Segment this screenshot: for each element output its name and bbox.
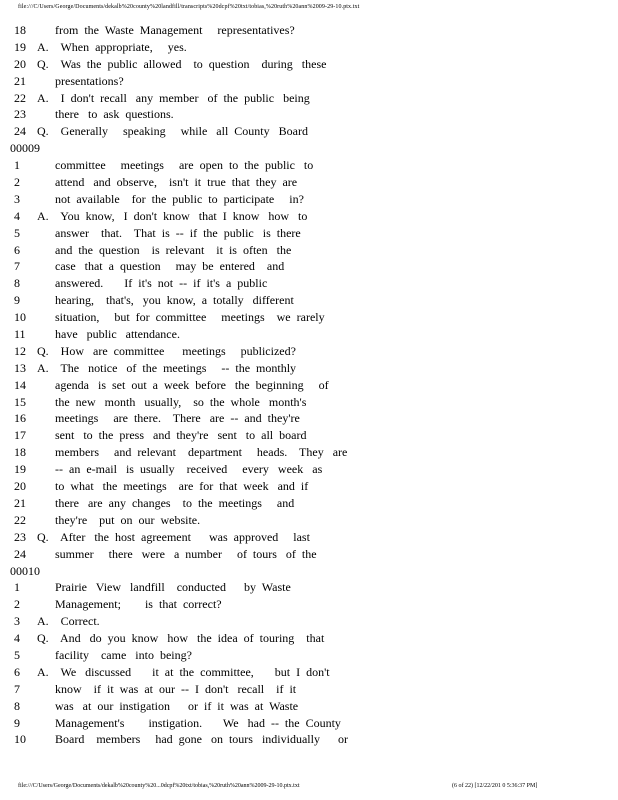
- transcript-line: [0, 326, 618, 343]
- line-number: 18: [14, 23, 26, 37]
- line-number: 10: [14, 732, 26, 747]
- transcript-line: [0, 22, 618, 39]
- transcript-line: [0, 478, 618, 495]
- line-number: 21: [14, 73, 26, 88]
- transcript-line: [0, 664, 618, 681]
- line-number: 5: [14, 225, 20, 240]
- line-text: sent to the press and they're sent to all board: [55, 428, 307, 443]
- transcript-line: [0, 73, 618, 90]
- line-text: A. When appropriate, yes.: [37, 39, 187, 54]
- transcript-line: [0, 258, 618, 275]
- line-number: 5: [14, 647, 20, 662]
- line-number: 8: [14, 698, 20, 713]
- line-text: answered. If it's not -- if it's a public: [55, 276, 268, 291]
- line-number: 22: [14, 90, 26, 105]
- file-path-footer: file:///C/Users/George/Documents/dekalb%20county%20...0dcpf%20txt/tobias,%20ruth%20ann%2009-29-10.ptx.txt: [18, 783, 300, 789]
- line-text: A. Correct.: [37, 614, 100, 629]
- line-text: know if it was at our -- I don't recall if it: [55, 681, 297, 696]
- line-number: 7: [14, 259, 20, 274]
- line-number: 14: [14, 377, 26, 392]
- line-text: they're put on our website.: [55, 512, 201, 527]
- transcript-line: [0, 427, 618, 444]
- transcript-line: [0, 596, 618, 613]
- transcript-line: [0, 681, 618, 698]
- line-number: 23: [14, 107, 26, 122]
- line-text: facility came into being?: [55, 647, 192, 662]
- line-text: Q. After the host agreement was approved last: [37, 529, 310, 544]
- line-number: 20: [14, 479, 26, 494]
- page-marker: 00009: [10, 141, 40, 156]
- line-number: 3: [14, 614, 20, 629]
- line-text: members and relevant department heads. They are: [55, 445, 348, 460]
- page-marker: 00010: [10, 563, 40, 578]
- transcript-line: [0, 394, 618, 411]
- line-text: Management's instigation. We had -- the County: [55, 715, 341, 730]
- transcript-line: [0, 174, 618, 191]
- line-number: 2: [14, 175, 20, 190]
- line-number: 21: [14, 495, 26, 510]
- transcript-line: [0, 309, 618, 326]
- line-text: have public attendance.: [55, 327, 180, 342]
- line-text: Q. Was the public allowed to question during these: [37, 56, 327, 71]
- line-number: 7: [14, 681, 20, 696]
- line-text: the new month usually, so the whole month's: [55, 394, 307, 409]
- line-number: 6: [14, 664, 20, 679]
- line-text: Q. Generally speaking while all County Board: [37, 124, 308, 139]
- transcript-body: [0, 22, 618, 748]
- line-text: committee meetings are open to the public to: [55, 158, 314, 173]
- line-number: 9: [14, 715, 20, 730]
- line-number: 2: [14, 597, 20, 612]
- transcript-line: [0, 715, 618, 732]
- transcript-line: [0, 292, 618, 309]
- line-text: meetings are there. There are -- and they're: [55, 411, 300, 426]
- line-text: there are any changes to the meetings and: [55, 495, 295, 510]
- line-number: 15: [14, 394, 26, 409]
- line-number: 9: [14, 293, 20, 308]
- transcript-line: [0, 123, 618, 140]
- line-text: answer that. That is -- if the public is there: [55, 225, 301, 240]
- line-number: 4: [14, 631, 20, 646]
- line-number: 16: [14, 411, 26, 426]
- line-number: 24: [14, 546, 26, 561]
- page-marker-line: [0, 563, 618, 580]
- transcript-line: [0, 698, 618, 715]
- line-text: attend and observe, isn't it true that they are: [55, 175, 298, 190]
- line-number: 6: [14, 242, 20, 257]
- line-text: Board members had gone on tours individually or: [55, 732, 348, 747]
- transcript-line: [0, 106, 618, 123]
- transcript-line: [0, 377, 618, 394]
- line-text: A. We discussed it at the committee, but I don't: [37, 664, 330, 679]
- transcript-line: [0, 630, 618, 647]
- line-text: and the question is relevant it is often the: [55, 242, 292, 257]
- page-marker-line: [0, 140, 618, 157]
- line-text: from the Waste Management representatives?: [55, 23, 295, 37]
- line-text: was at our instigation or if it was at Waste: [55, 698, 299, 713]
- line-number: 8: [14, 276, 20, 291]
- transcript-line: [0, 731, 618, 748]
- transcript-line: [0, 647, 618, 664]
- file-path-header: file:///C/Users/George/Documents/dekalb%20county%20landfill/transcripts%20dcpf%20txt/tobias,%20ruth%20ann%2009-29-10.ptx.txt: [18, 4, 360, 10]
- line-number: 19: [14, 39, 26, 54]
- transcript-line: [0, 225, 618, 242]
- line-number: 12: [14, 343, 26, 358]
- transcript-line: [0, 461, 618, 478]
- line-text: -- an e-mail is usually received every week as: [55, 462, 323, 477]
- line-text: hearing, that's, you know, a totally different: [55, 293, 294, 308]
- line-text: A. I don't recall any member of the public being: [37, 90, 310, 105]
- line-number: 18: [14, 445, 26, 460]
- transcript-line: [0, 157, 618, 174]
- transcript-line: [0, 360, 618, 377]
- line-text: Management; is that correct?: [55, 597, 222, 612]
- transcript-line: [0, 275, 618, 292]
- line-text: A. You know, I don't know that I know how to: [37, 208, 308, 223]
- transcript-line: [0, 410, 618, 427]
- line-number: 1: [14, 158, 20, 173]
- page-info-footer: (6 of 22) [12/22/201 0 5:36:37 PM]: [452, 783, 538, 789]
- transcript-line: [0, 191, 618, 208]
- transcript-line: [0, 579, 618, 596]
- line-text: Prairie View landfill conducted by Waste: [55, 580, 291, 595]
- line-text: case that a question may be entered and: [55, 259, 285, 274]
- line-number: 11: [14, 327, 26, 342]
- transcript-line: [0, 613, 618, 630]
- line-number: 17: [14, 428, 26, 443]
- line-number: 20: [14, 56, 26, 71]
- transcript-line: [0, 529, 618, 546]
- line-number: 19: [14, 462, 26, 477]
- line-text: agenda is set out a week before the beginning of: [55, 377, 329, 392]
- transcript-line: [0, 242, 618, 259]
- line-text: presentations?: [55, 73, 124, 88]
- line-number: 1: [14, 580, 20, 595]
- line-text: Q. How are committee meetings publicized?: [37, 343, 296, 358]
- line-number: 13: [14, 360, 26, 375]
- line-text: to what the meetings are for that week and if: [55, 479, 309, 494]
- line-number: 22: [14, 512, 26, 527]
- transcript-line: [0, 444, 618, 461]
- line-number: 24: [14, 124, 26, 139]
- transcript-line: [0, 512, 618, 529]
- line-text: not available for the public to participate in?: [55, 191, 304, 206]
- transcript-line: [0, 208, 618, 225]
- line-number: 3: [14, 191, 20, 206]
- transcript-line: [0, 39, 618, 56]
- line-number: 10: [14, 310, 26, 325]
- line-number: 4: [14, 208, 20, 223]
- transcript-line: [0, 343, 618, 360]
- line-number: 23: [14, 529, 26, 544]
- transcript-line: [0, 495, 618, 512]
- transcript-line: [0, 546, 618, 563]
- line-text: Q. And do you know how the idea of touring that: [37, 631, 325, 646]
- transcript-line: [0, 90, 618, 107]
- transcript-line: [0, 56, 618, 73]
- line-text: A. The notice of the meetings -- the monthly: [37, 360, 297, 375]
- line-text: there to ask questions.: [55, 107, 174, 122]
- line-text: summer there were a number of tours of the: [55, 546, 317, 561]
- line-text: situation, but for committee meetings we rarely: [55, 310, 325, 325]
